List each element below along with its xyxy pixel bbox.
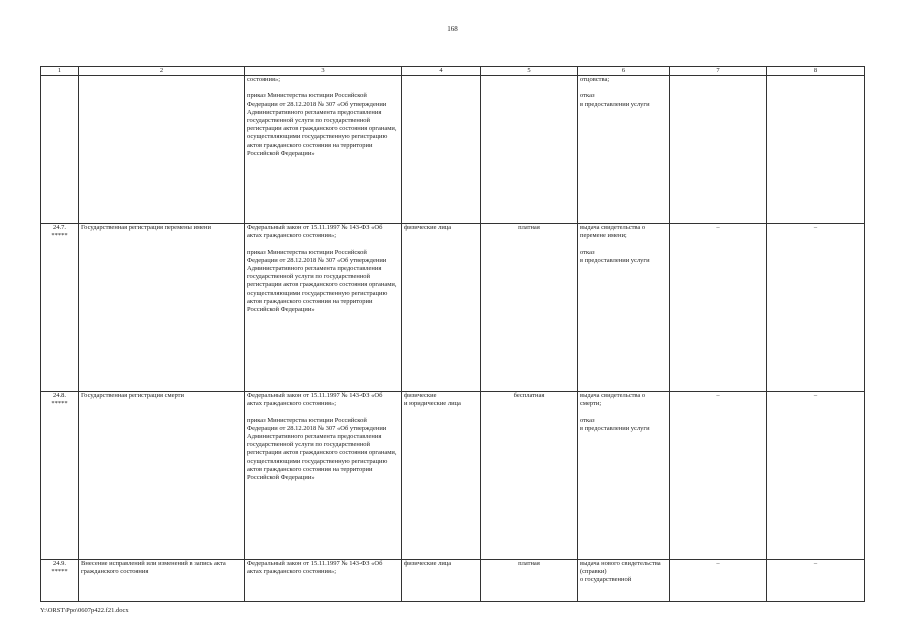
row-number: 24.7. ***** xyxy=(41,224,79,392)
payment-type: платная xyxy=(481,560,578,602)
column-header-1: 1 xyxy=(41,67,79,76)
row-number: 24.9. ***** xyxy=(41,560,79,602)
legal-basis: Федеральный закон от 15.11.1997 № 143-ФЗ «Об актах гражданского состояния»; приказ Министерства юстиции Российской Федерации от 28.12.2018 № 307 «Об утверждении Административного регламента предоставления государственной услуги по государственной регистрации актов гражданского состояния органами, осуществляющими государственную регистрацию актов гражданского состояния на территории Российской Федерации» xyxy=(245,224,402,392)
column-7-value: – xyxy=(670,224,767,392)
column-8-value: – xyxy=(767,224,865,392)
column-header-2: 2 xyxy=(79,67,245,76)
service-name xyxy=(79,76,245,224)
column-header-7: 7 xyxy=(670,67,767,76)
column-header-8: 8 xyxy=(767,67,865,76)
column-7-value: – xyxy=(670,392,767,560)
service-result: выдача свидетельства о смерти; отказ в предоставлении услуги xyxy=(578,392,670,560)
service-result: выдача нового свидетельства (справки) о государственной xyxy=(578,560,670,602)
column-7-value: – xyxy=(670,560,767,602)
service-result: выдача свидетельства о перемене имени; отказ в предоставлении услуги xyxy=(578,224,670,392)
page-number: 168 xyxy=(447,25,458,33)
recipients: физические лица xyxy=(402,560,481,602)
recipients: физические и юридические лица xyxy=(402,392,481,560)
table-row xyxy=(41,224,865,392)
column-8-value xyxy=(767,76,865,224)
column-header-6: 6 xyxy=(578,67,670,76)
table-header-row xyxy=(41,67,865,76)
file-path-footer: Y:\ORST\Ppo\0607p422.f21.docx xyxy=(40,607,129,614)
recipients: физические лица xyxy=(402,224,481,392)
table-row xyxy=(41,560,865,602)
legal-basis: Федеральный закон от 15.11.1997 № 143-ФЗ «Об актах гражданского состояния»; приказ Министерства юстиции Российской Федерации от 28.12.2018 № 307 «Об утверждении Административного регламента предоставления государственной услуги по государственной регистрации актов гражданского состояния органами, осуществляющими государственную регистрацию актов гражданского состояния на территории Российской Федерации» xyxy=(245,392,402,560)
service-name: Государственная регистрация перемены имени xyxy=(79,224,245,392)
column-8-value: – xyxy=(767,560,865,602)
row-number xyxy=(41,76,79,224)
legal-basis: Федеральный закон от 15.11.1997 № 143-ФЗ «Об актах гражданского состояния»; xyxy=(245,560,402,602)
column-header-5: 5 xyxy=(481,67,578,76)
service-name: Государственная регистрация смерти xyxy=(79,392,245,560)
table-row xyxy=(41,76,865,224)
row-number: 24.8. ***** xyxy=(41,392,79,560)
column-header-4: 4 xyxy=(402,67,481,76)
legal-basis: состояния»; приказ Министерства юстиции Российской Федерации от 28.12.2018 № 307 «Об утверждении Административного регламента предоставления государственной услуги по государственной регистрации актов гражданского состояния органами, осуществляющими государственную регистрацию актов гражданского состояния на территории Российской Федерации» xyxy=(245,76,402,224)
services-table xyxy=(40,66,865,602)
column-8-value: – xyxy=(767,392,865,560)
service-result: отцовства; отказ в предоставлении услуги xyxy=(578,76,670,224)
column-7-value xyxy=(670,76,767,224)
recipients xyxy=(402,76,481,224)
service-name: Внесение исправлений или изменений в запись акта гражданского состояния xyxy=(79,560,245,602)
payment-type xyxy=(481,76,578,224)
payment-type: бесплатная xyxy=(481,392,578,560)
column-header-3: 3 xyxy=(245,67,402,76)
table-row xyxy=(41,392,865,560)
payment-type: платная xyxy=(481,224,578,392)
